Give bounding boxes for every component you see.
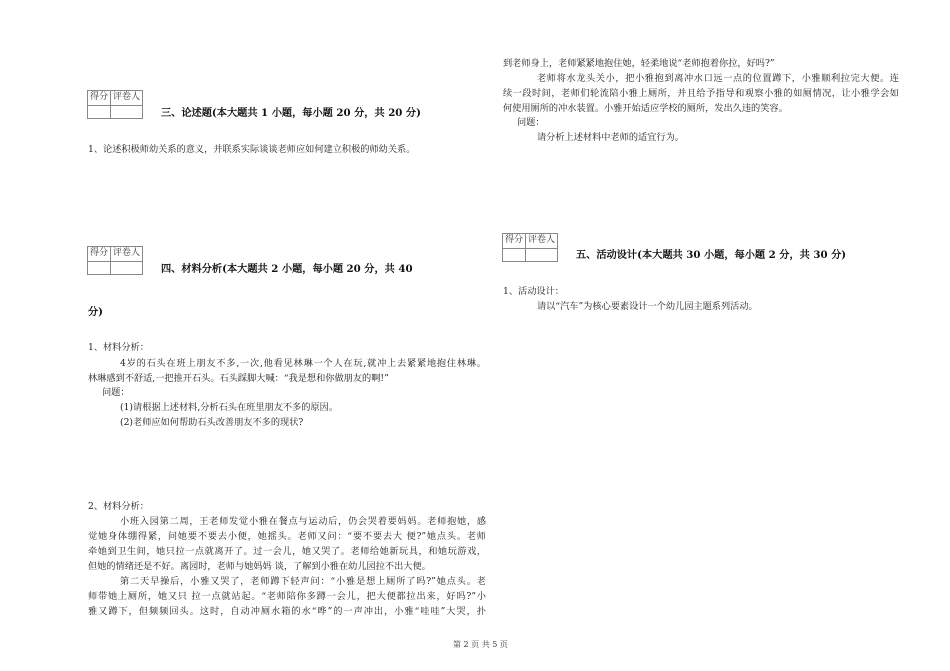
material2-question: 请分析上述材料中老师的适宜行为。 bbox=[537, 132, 684, 143]
material2-line-3: 牵她到卫生间，她只拉一点就离开了。过一会儿，她又哭了。老师给她新玩具，和她玩游戏， bbox=[88, 546, 486, 557]
material2-line-7: 雅又蹲下，但频频回头。这时，自动冲厕水箱的水“哗”的一声冲出，小雅“哇哇”大哭，扑 bbox=[88, 606, 486, 617]
score-label: 得分 bbox=[503, 234, 526, 249]
reviewer-cell bbox=[111, 262, 143, 275]
material2-cont-line-4: 何使用厕所的冲水装置。小雅开始适应学校的厕所，发出久违的笑容。 bbox=[503, 103, 788, 114]
section4-title-line1: 四、材料分析(本大题共 2 小题，每小题 20 分，共 40 bbox=[161, 263, 413, 275]
material1-line-2: 林琳感到不舒适,一把推开石头。石头踩脚大喊：“我是想和你做朋友的啊!” bbox=[88, 373, 389, 384]
material2-line-4: 但她的情绪还是不好。离园时，老师与她妈妈 谈，了解到小雅在幼儿园拉不出大便。 bbox=[88, 561, 431, 572]
material1-line-1: 4岁的石头在班上朋友不多,一次,他看见林琳一个人在玩,就冲上去紧紧地抱住林琳。 bbox=[120, 358, 486, 369]
score-cell bbox=[503, 249, 526, 262]
score-box-section3 bbox=[87, 90, 143, 119]
reviewer-label: 评卷人 bbox=[111, 91, 143, 106]
section5-task: 请以“汽车”为核心要素设计一个幼儿园主题系列活动。 bbox=[537, 301, 758, 312]
reviewer-label: 评卷人 bbox=[526, 234, 558, 249]
reviewer-label: 评卷人 bbox=[111, 247, 143, 262]
material1-question-2: (2)老师应如何帮助石头改善朋友不多的现状? bbox=[120, 417, 304, 428]
reviewer-cell bbox=[526, 249, 558, 262]
section4-title-line2: 分) bbox=[88, 306, 104, 318]
material2-line-5: 第二天早操后，小雅又哭了，老师蹲下轻声问：“小雅是想上厕所了吗?”她点头。老 bbox=[120, 576, 486, 587]
reviewer-cell bbox=[111, 106, 143, 119]
material2-cont-line-2: 老师将水龙头关小，把小雅抱到离冲水口远一点的位置蹲下，小雅顺利拉完大便。连 bbox=[537, 73, 899, 84]
section5-title: 五、活动设计(本大题共 30 小题，每小题 2 分，共 30 分) bbox=[576, 249, 847, 261]
material1-question-label: 问题： bbox=[102, 387, 130, 398]
material2-question-label: 问题： bbox=[517, 117, 545, 128]
material2-cont-line-3: 续一段时间，老师们轮流陪小雅上厕所，并且给予指导和观察小雅的如厕情况，让小雅学会如 bbox=[503, 88, 899, 99]
material1-heading: 1、材料分析： bbox=[88, 342, 149, 353]
score-label: 得分 bbox=[88, 247, 111, 262]
section3-question-1: 1、论述积极师幼关系的意义，并联系实际谈谈老师应如何建立积极的师幼关系。 bbox=[88, 144, 416, 155]
page-number: 第 2 页 共 5 页 bbox=[453, 640, 508, 649]
material2-heading: 2、材料分析： bbox=[88, 501, 149, 512]
material2-line-6: 师带她上厕所，她又只 拉一点就站起。“老师陪你多蹲一会儿，把大便都拉出来，好吗?”小 bbox=[88, 591, 486, 602]
score-label: 得分 bbox=[88, 91, 111, 106]
material1-question-1: (1)请根据上述材料,分析石头在班里朋友不多的原因。 bbox=[120, 402, 339, 413]
score-cell bbox=[88, 106, 111, 119]
section3-title: 三、论述题(本大题共 1 小题，每小题 20 分，共 20 分) bbox=[161, 107, 421, 119]
score-box-section4 bbox=[87, 246, 143, 275]
section5-heading: 1、活动设计： bbox=[503, 286, 564, 297]
material2-line-2: 觉她身体绷得紧，问她要不要去小便，她摇头。老师又问：“要不要去大 便?”她点头。老师 bbox=[88, 531, 486, 542]
score-box-section5 bbox=[502, 233, 558, 262]
material2-cont-line-1: 到老师身上，老师紧紧地抱住她，轻柔地说“老师抱着你拉，好吗?” bbox=[503, 58, 775, 69]
material2-line-1: 小班入园第二周，王老师发觉小雅在餐点与运动后，仍会哭着要妈妈。老师抱她，感 bbox=[120, 516, 486, 527]
score-cell bbox=[88, 262, 111, 275]
